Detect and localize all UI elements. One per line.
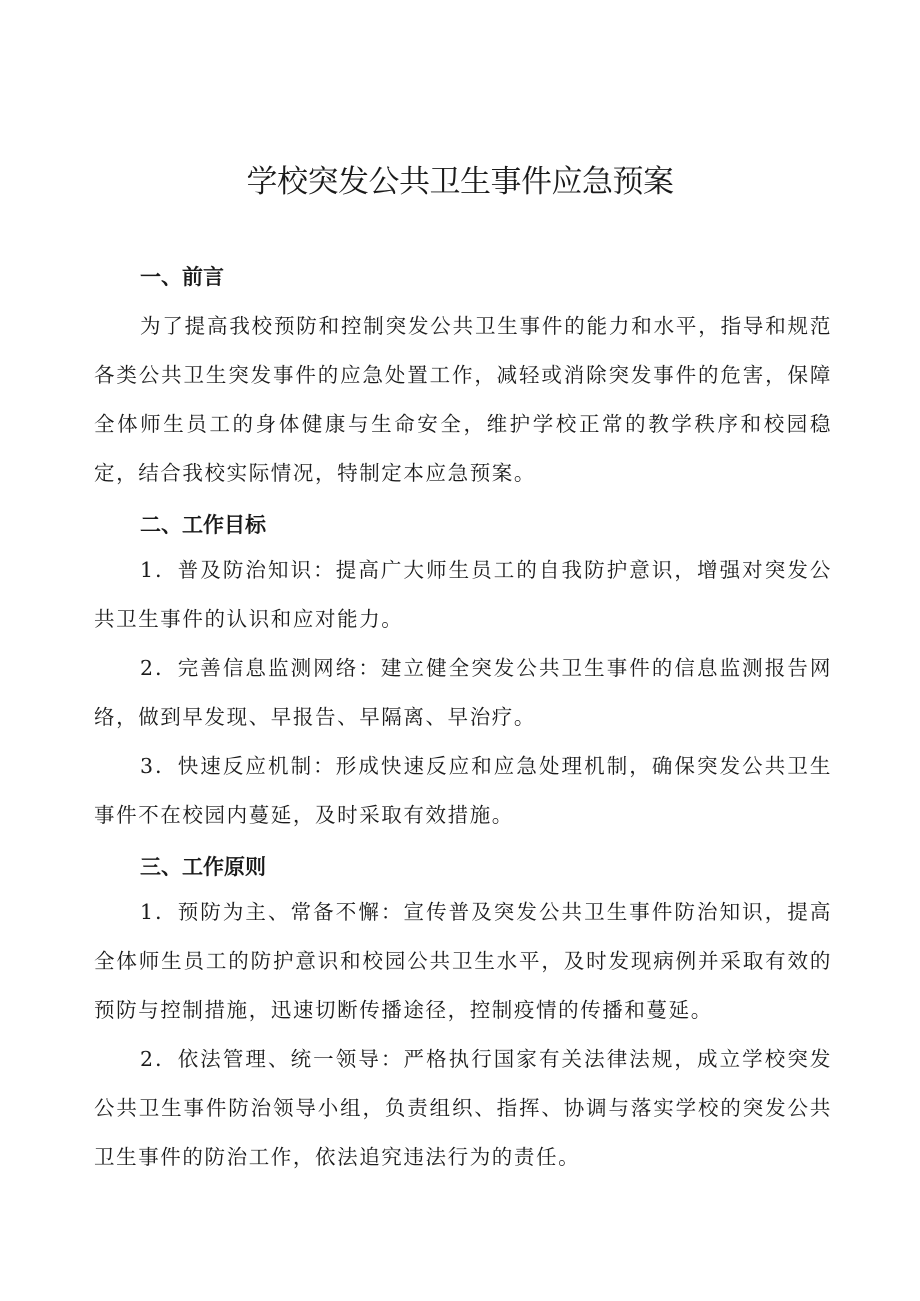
- section-preface: [94, 262, 832, 498]
- section-heading: 二、工作目标: [140, 513, 266, 537]
- section-heading: 三、工作原则: [140, 855, 266, 879]
- section-heading: 一、前言: [140, 265, 224, 289]
- section-work-principles: [94, 852, 832, 1182]
- paragraph: 2．完善信息监测网络：建立健全突发公共卫生事件的信息监测报告网络，做到早发现、早报告、早隔离、早治疗。: [94, 656, 832, 729]
- paragraph: 2．依法管理、统一领导：严格执行国家有关法律法规，成立学校突发公共卫生事件防治领导小组，负责组织、指挥、协调与落实学校的突发公共卫生事件的防治工作，依法追究违法行为的责任。: [94, 1047, 832, 1169]
- paragraph: 为了提高我校预防和控制突发公共卫生事件的能力和水平，指导和规范各类公共卫生突发事件的应急处置工作，减轻或消除突发事件的危害，保障全体师生员工的身体健康与生命安全，维护学校正常的教学秩序和校园稳定，结合我校实际情况，特制定本应急预案。: [94, 314, 832, 485]
- paragraph: 1．预防为主、常备不懈：宣传普及突发公共卫生事件防治知识，提高全体师生员工的防护意识和校园公共卫生水平，及时发现病例并采取有效的预防与控制措施，迅速切断传播途径，控制疫情的传播和蔓延。: [94, 900, 832, 1022]
- section-work-goals: [94, 510, 832, 840]
- document-title: 学校突发公共卫生事件应急预案: [246, 164, 674, 200]
- paragraph: 3．快速反应机制：形成快速反应和应急处理机制，确保突发公共卫生事件不在校园内蔓延，及时采取有效措施。: [94, 754, 832, 827]
- document-body: [94, 258, 832, 1182]
- paragraph: 1．普及防治知识：提高广大师生员工的自我防护意识，增强对突发公共卫生事件的认识和应对能力。: [94, 558, 832, 631]
